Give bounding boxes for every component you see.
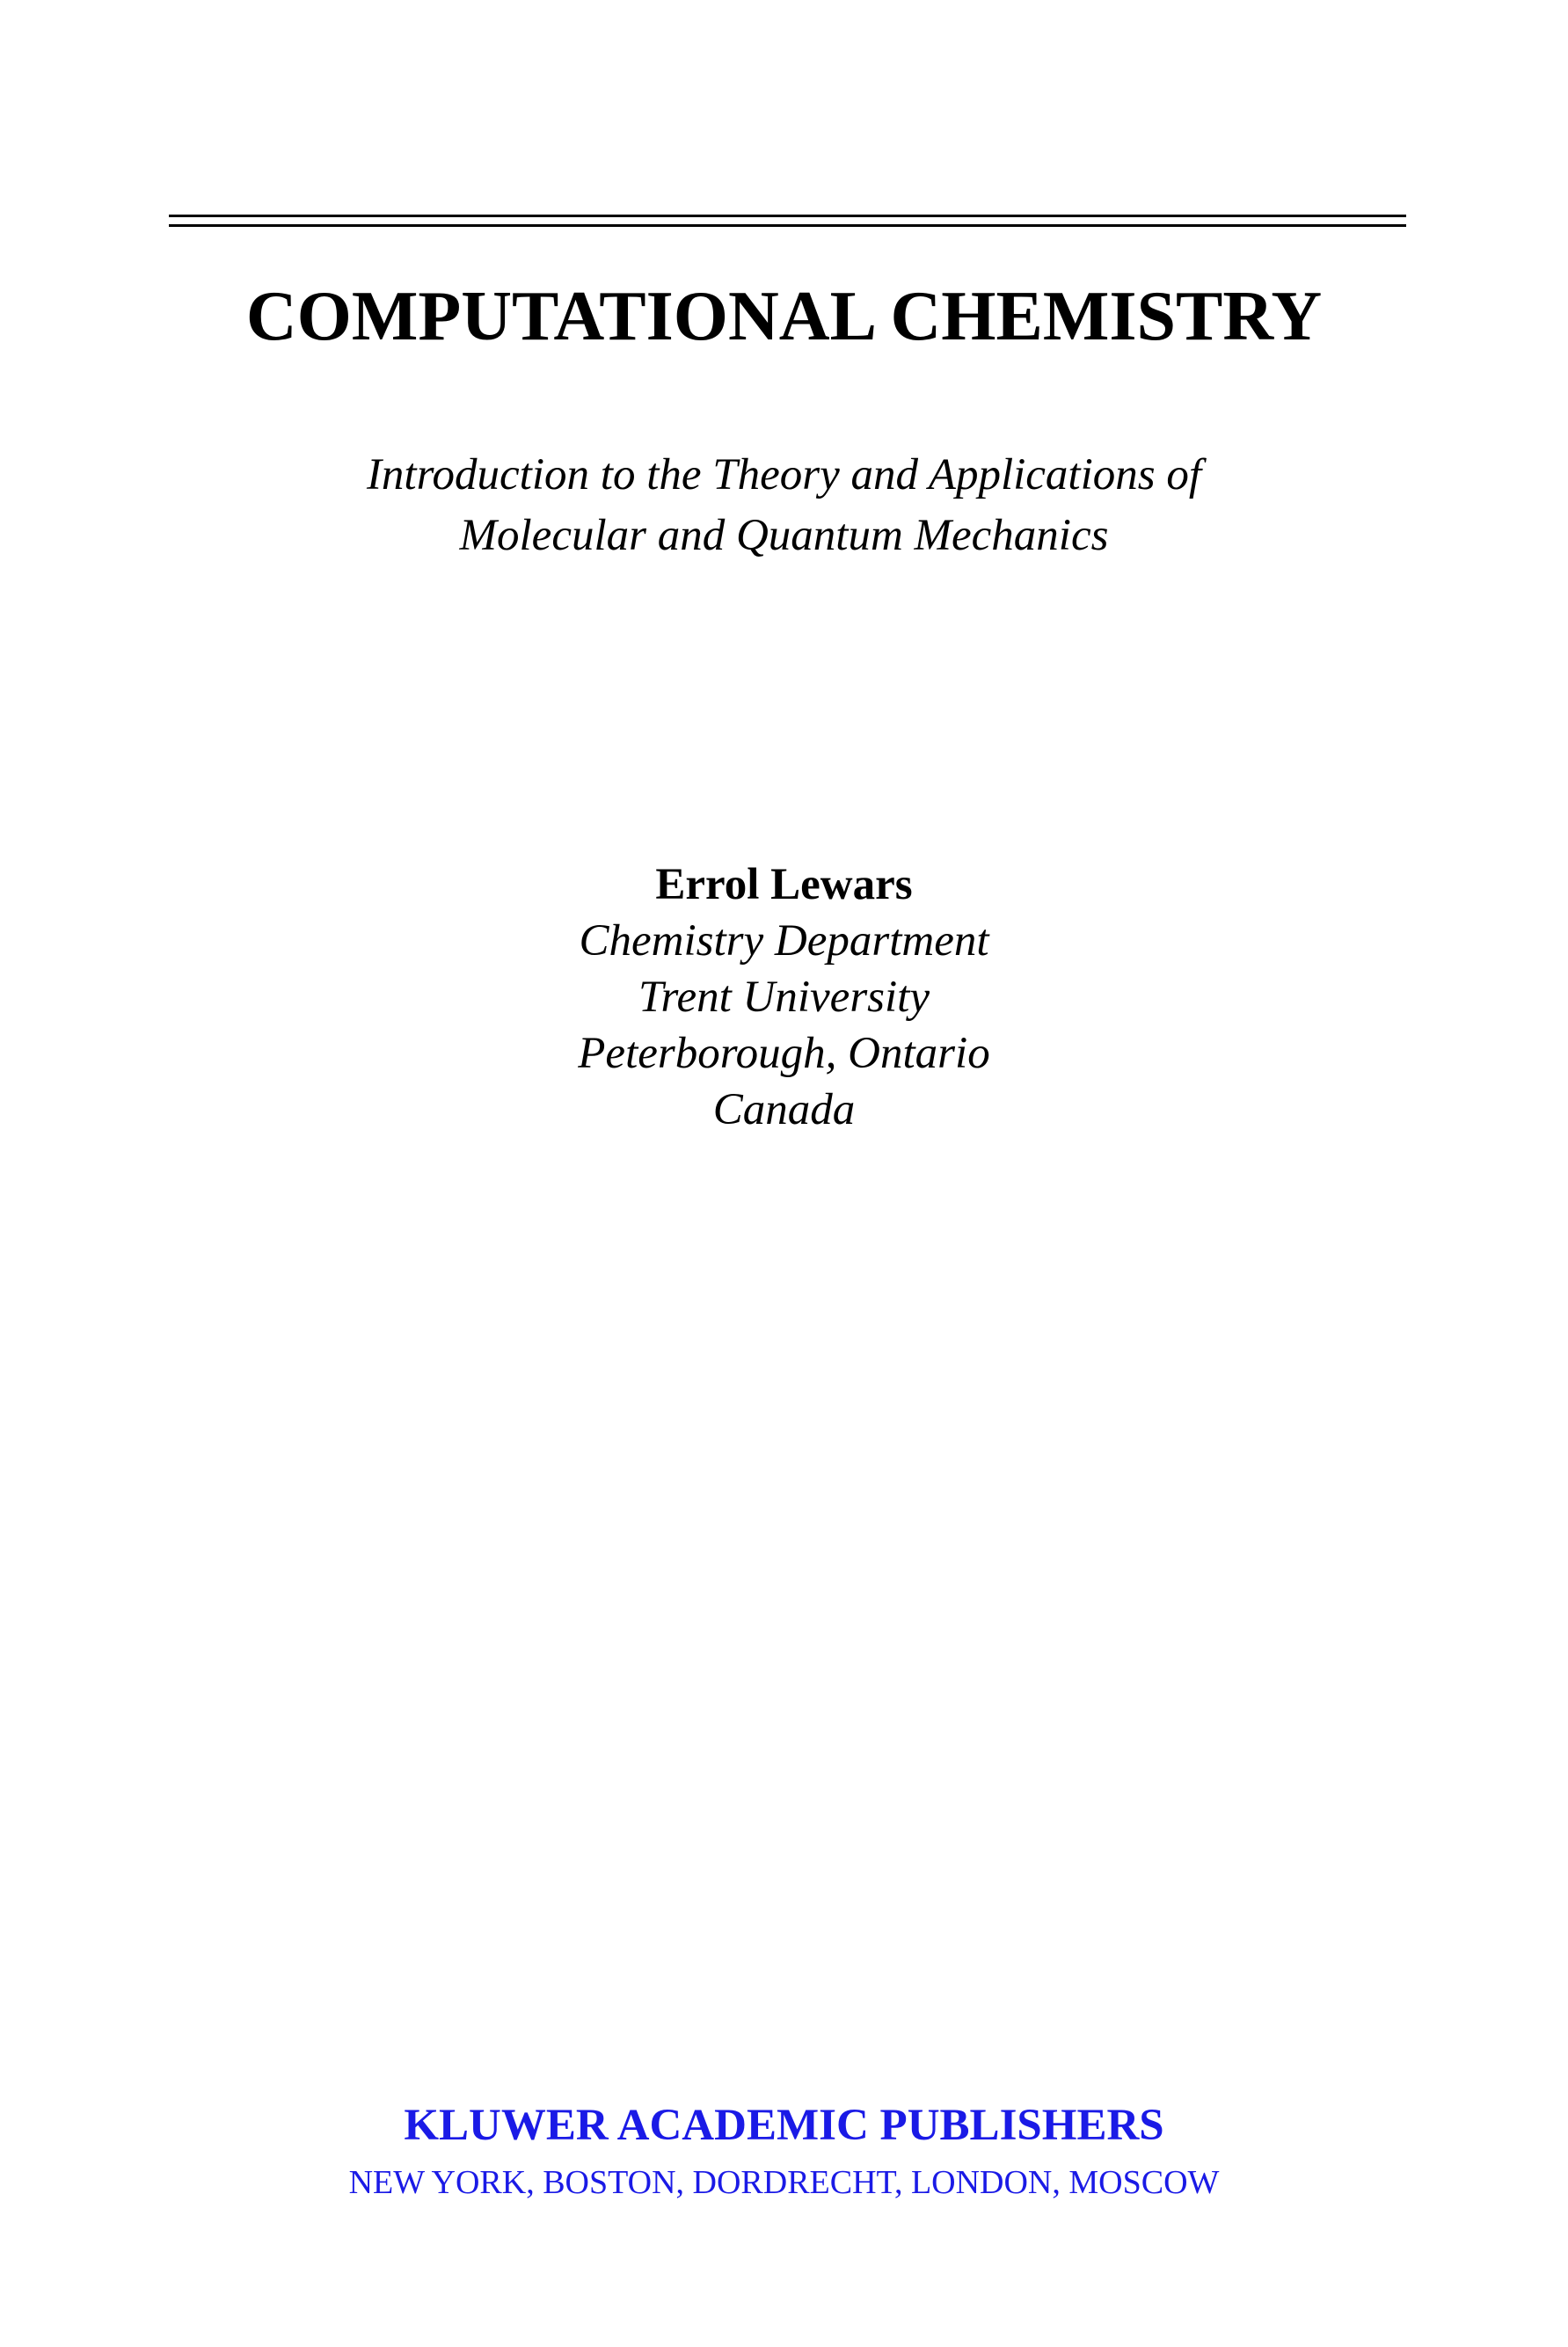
affiliation-city: Peterborough, Ontario [578, 1029, 990, 1078]
author-affiliation [0, 913, 1568, 1138]
publisher-cities: NEW YORK, BOSTON, DORDRECHT, LONDON, MOSCOW [348, 2164, 1220, 2201]
book-subtitle-line-1: Introduction to the Theory and Applications of [366, 450, 1202, 499]
book-subtitle-line-2: Molecular and Quantum Mechanics [459, 511, 1109, 560]
publisher-name: KLUWER ACADEMIC PUBLISHERS [404, 2101, 1164, 2150]
affiliation-department: Chemistry Department [579, 916, 989, 966]
affiliation-country: Canada [712, 1085, 856, 1134]
title-rule-top [169, 215, 1406, 217]
title-rule-bottom [169, 224, 1406, 227]
book-title: COMPUTATIONAL CHEMISTRY [245, 278, 1323, 355]
author-name: Errol Lewars [655, 860, 913, 909]
author-block [0, 856, 1568, 1138]
affiliation-university: Trent University [638, 973, 930, 1022]
